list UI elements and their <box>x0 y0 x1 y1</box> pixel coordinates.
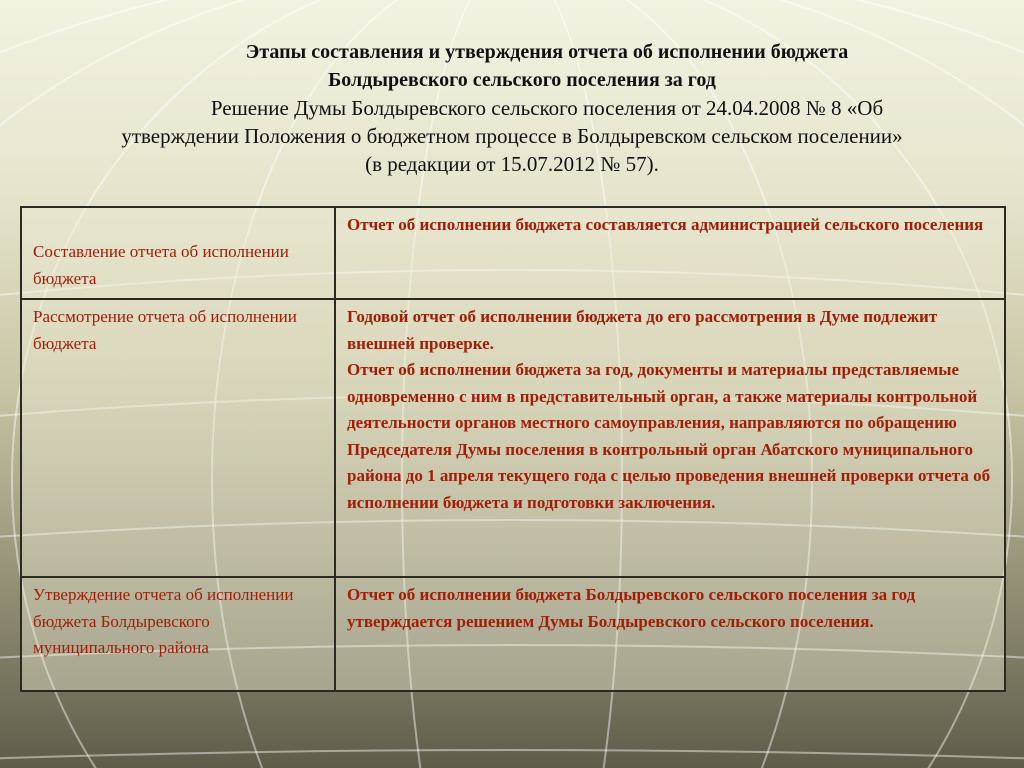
description-cell <box>335 207 1005 299</box>
stage-cell <box>21 207 335 299</box>
page-title-line-1: Этапы составления и утверждения отчета об исполнении бюджета <box>245 41 849 63</box>
description-paragraph: Годовой отчет об исполнении бюджета до его рассмотрения в Думе подлежит внешней проверке. <box>347 307 938 353</box>
decision-line-1: Решение Думы Болдыревского сельского поселения от 24.04.2008 № 8 «Об <box>210 96 884 120</box>
decision-line-2: утверждении Положения о бюджетном процессе в Болдыревском сельском поселении» <box>121 124 903 148</box>
description-paragraph: Отчет об исполнении бюджета составляется администрацией сельского поселения <box>347 215 984 234</box>
description-cell <box>335 577 1005 691</box>
stage-label: Составление отчета об исполнении бюджета <box>33 242 289 288</box>
description-cell <box>335 299 1005 577</box>
description-paragraph: Отчет об исполнении бюджета Болдыревского сельского поселения за год утверждается решением Думы Болдыревского сельского поселения. <box>347 585 916 631</box>
stage-label: Утверждение отчета об исполнении бюджета Болдыревского муниципального района <box>33 585 294 657</box>
stage-cell <box>21 299 335 577</box>
page-title-line-2: Болдыревского сельского поселения за год <box>328 69 716 91</box>
budget-stages-table <box>20 206 1006 692</box>
stage-cell <box>21 577 335 691</box>
description-paragraph: Отчет об исполнении бюджета за год, документы и материалы представляемые одновременно с ним в представительный орган, а также материалы контрольной деятельности органов местного самоуправления, направляются по обращению Председателя Думы поселения в контрольный орган Абатского муниципального района до 1 апреля текущего года с целью проведения внешней проверки отчета об исполнении бюджета и подготовки заключения. <box>347 360 991 512</box>
table-row <box>21 207 1005 299</box>
header <box>0 38 1024 178</box>
table-row <box>21 577 1005 691</box>
decision-line-3: (в редакции от 15.07.2012 № 57). <box>365 152 659 176</box>
table-row <box>21 299 1005 577</box>
stage-label: Рассмотрение отчета об исполнении бюджета <box>33 307 297 353</box>
